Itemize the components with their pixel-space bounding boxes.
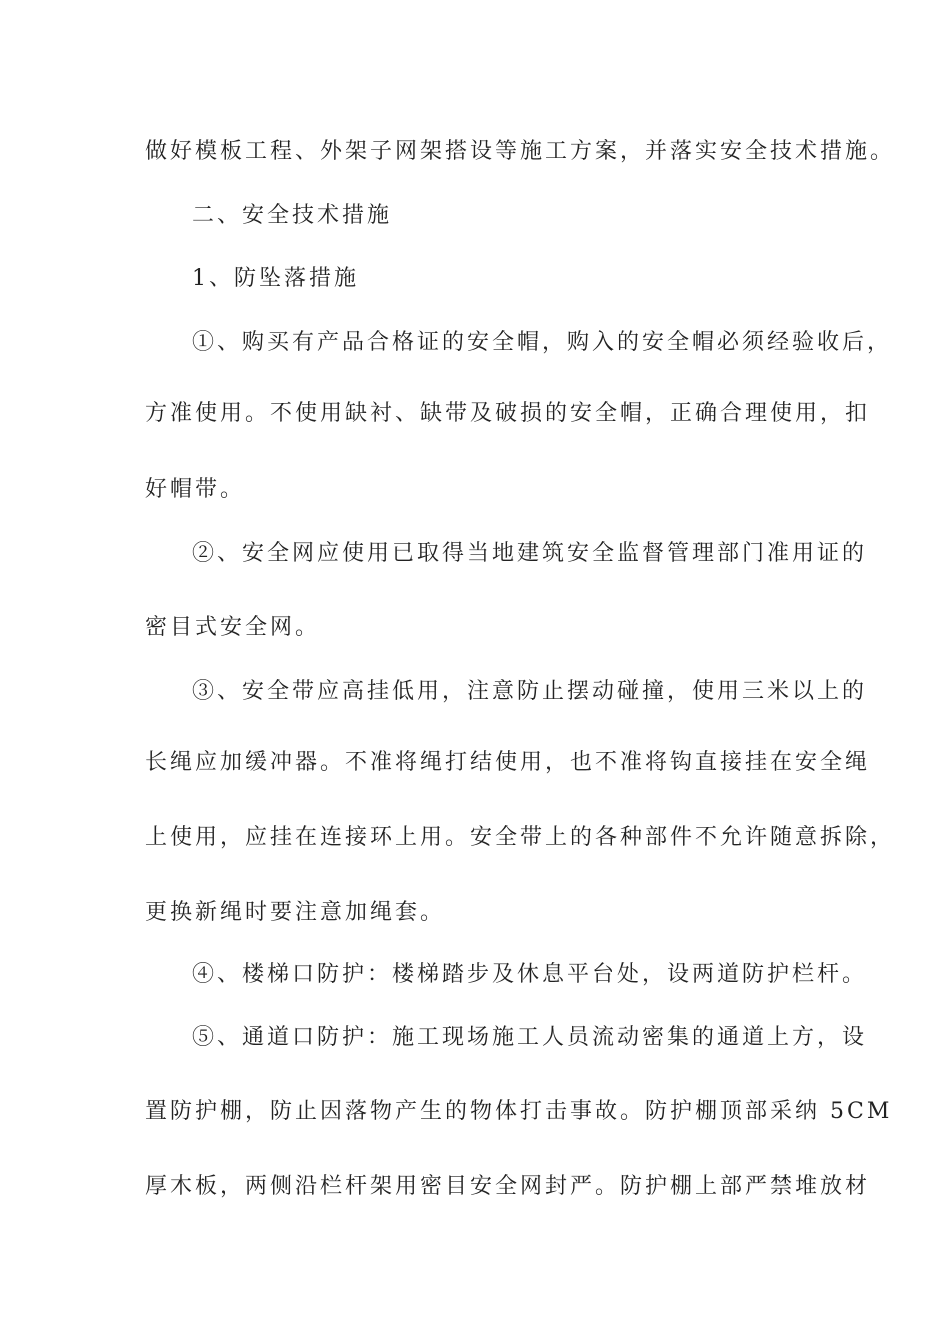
body-text-line: 密目式安全网。: [145, 615, 321, 640]
body-text-line: 置防护棚，防止因落物产生的物体打击事故。防护棚顶部采纳 5CM: [145, 1099, 893, 1124]
body-text-line: ③、安全带应高挂低用，注意防止摆动碰撞，使用三米以上的: [192, 679, 868, 704]
body-text-line: 上使用，应挂在连接环上用。安全带上的各种部件不允许随意拆除，: [145, 825, 896, 850]
body-text-line: 厚木板，两侧沿栏杆架用密目安全网封严。防护棚上部严禁堆放材: [145, 1174, 871, 1199]
body-text-line: 更换新绳时要注意加绳套。: [145, 900, 446, 925]
subsection-heading: 1、防坠落措施: [192, 266, 359, 291]
body-text-line: ④、楼梯口防护：楼梯踏步及休息平台处，设两道防护栏杆。: [192, 962, 868, 987]
body-text-line: ①、购买有产品合格证的安全帽，购入的安全帽必须经验收后，: [192, 330, 893, 355]
body-text-line: 长绳应加缓冲器。不准将绳打结使用，也不准将钩直接挂在安全绳: [145, 750, 871, 775]
body-text-line: ⑤、通道口防护：施工现场施工人员流动密集的通道上方，设: [192, 1025, 868, 1050]
section-heading: 二、安全技术措施: [192, 203, 393, 228]
body-text-line: ②、安全网应使用已取得当地建筑安全监督管理部门准用证的: [192, 541, 868, 566]
body-text-line: 好帽带。: [145, 477, 246, 502]
body-text-line: 方准使用。不使用缺衬、缺带及破损的安全帽，正确合理使用，扣: [145, 401, 871, 426]
body-text-line: 做好模板工程、外架子网架搭设等施工方案，并落实安全技术措施。: [145, 139, 896, 164]
